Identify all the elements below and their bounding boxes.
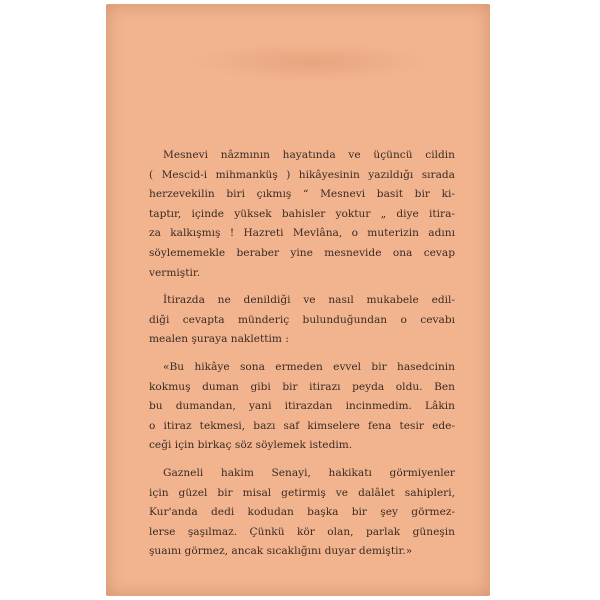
text-line: için güzel bir misal getirmiş ve dalâlet sahipleri, [149, 486, 455, 499]
text-line: diği cevapta münderiç bulunduğundan o cevabı [149, 313, 455, 326]
paragraph-4 [149, 464, 455, 562]
text-line: Kur'anda dedi kodudan başka bir şey görmez- [149, 506, 455, 519]
page-stain [186, 42, 436, 82]
text-line: taptır, içinde yüksek bahisler yoktur „ diye itira- [149, 207, 455, 220]
body-text [149, 146, 455, 562]
text-line: «Bu hikâye sona ermeden evvel bir hasedcinin [163, 360, 455, 373]
text-line: Gazneli hakim Senayi, hakikatı görmiyenler [163, 466, 455, 479]
paragraph-3-quote [149, 358, 455, 456]
text-line: lerse şaşılmaz. Çünkü kör olan, parlak güneşin [149, 525, 455, 538]
text-line: bu dumandan, yani itirazdan incinmedim. Lâkin [149, 400, 455, 413]
text-line: söylememekle beraber yine mesnevide ona cevap [149, 246, 455, 259]
text-line: kokmuş duman gibi bir itirazı peyda oldu. Ben [149, 380, 455, 393]
text-line: ceği için birkaç söz söylemek istedim. [149, 439, 353, 452]
text-line: herzevekilin biri çıkmış “ Mesnevi basit bir ki- [149, 188, 455, 201]
text-line: vermiştir. [149, 266, 201, 279]
text-line: İtirazda ne denildiği ve nasıl mukabele edil- [163, 294, 455, 307]
paragraph-1 [149, 146, 455, 283]
text-line: ( Mescid-i mihmanküş ) hikâyesinin yazıldığı sırada [149, 168, 455, 181]
text-line: Mesnevi nâzmının hayatında ve üçüncü cildin [163, 149, 455, 161]
text-line: şuaını görmez, ancak sıcaklığını duyar demiştir.» [149, 545, 413, 558]
text-line: za kalkışmış ! Hazreti Mevlâna, o muterizin adını [149, 227, 455, 240]
paragraph-2 [149, 291, 455, 350]
book-page [106, 4, 490, 596]
text-line: o itiraz tekmesi, bazı saf kimselere fena tesir ede- [149, 419, 455, 432]
text-line: mealen şuraya naklettim : [149, 333, 289, 346]
